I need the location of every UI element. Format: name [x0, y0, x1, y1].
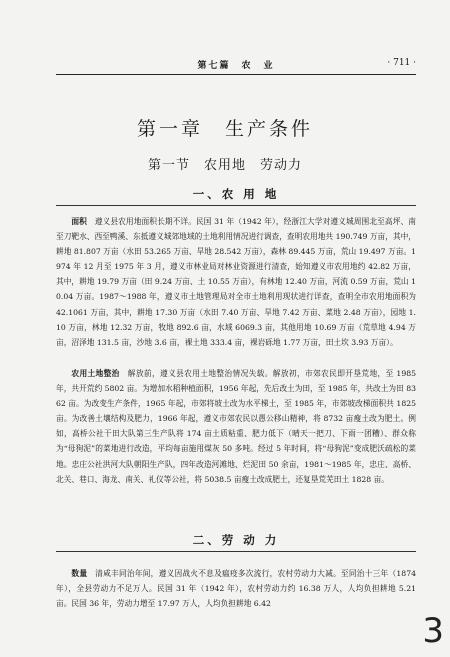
subsection-rule [56, 551, 416, 552]
subsection-heading-text: 一、农 用 地 [192, 187, 280, 201]
paragraph-land-improvement [56, 366, 416, 487]
header-rule [56, 74, 416, 75]
subsection-heading-text: 二、劳 动 力 [192, 533, 280, 547]
section-title: 第一节 农用地 劳动力 [147, 158, 302, 173]
paragraph-labor-quantity [56, 566, 416, 611]
page-number: · 711 · [387, 58, 416, 68]
running-head [56, 58, 416, 72]
subsection-heading-labor [56, 532, 416, 554]
paragraph-term: 面积 [71, 217, 87, 226]
paragraph-text: 解放前，遵义县农用土地整治情况失载。解放初，市郊农民即开垦荒地，至 1985 年，共开荒约 5802 亩。为增加水稻种植面积，1956 年起，先后改土为田，至 1985 年，共改土为田 8362 亩。为改变生产条件，1965 年起，市郊将坡土改为水平梯土，至 1985 年，市郊坡改梯面积共 1825 亩。为改善土壤结构及肥力，1966 年起，遵义市郊农民以愚公移山精神，将 8732 亩瘦土改为肥土。例如，高桥公社干田大队第三生产队将 174 亩土质粘重、肥力低下（晴天一把刀、下雨一团糟）、群众称为“母狗泥”的菜地进行改造，平均每亩施用煤灰 50 多吨。经过 5 年时间，将“母狗泥”变成肥沃疏松的菜地。忠庄公社洪河大队朝阳生产队，四年改造河滩地、烂泥田 50 余亩，1981～1985 年，忠庄、高桥、北关、巷口、海龙、南关、礼仪等公社，将 5038.5 亩瘦土改成肥土，还复垦荒芜田土 1828 亩。 [56, 369, 416, 484]
part-label: 第七篇 农 业 [197, 61, 275, 71]
handwritten-mark: 3 [422, 611, 444, 651]
paragraph-term: 农用土地整治 [71, 369, 120, 378]
chapter-title: 第一章 生产条件 [136, 118, 313, 140]
paragraph-text: 遵义县农用地面积长期不详。民国 31 年（1942 年），经浙江大学对遵义城周围北至高坪、南至刀靶水、西至鸭溪、东抵遵义城郊地域的土地利用情况进行调查，查明农用地共 190.749 万亩，其中，耕地 81.807 万亩（水田 53.265 万亩、旱地 28.542 万亩），森林 89.445 万亩，荒山 19.497 万亩。1974 年 12 月至 1975 年 3 月，遵义市林业局对林业资源进行清查，始知遵义市农用地约 42.82 万亩，其中，耕地 19.79 万亩（田 9.24 万亩、土 10.55 万亩），有林地 12.40 万亩，河流 0.59 万亩，荒山 10.04 万亩。1987～1988 年，遵义市土地管理局对全市土地利用现状进行详查，查明全市农用地面积为 42.1061 万亩，其中，耕地 17.30 万亩（水田 7.40 万亩、旱地 7.42 万亩、菜地 2.48 万亩），园地 1.10 万亩，林地 12.32 万亩，牧地 892.6 亩，水域 6069.3 亩，其他用地 10.69 万亩（荒草地 4.94 万亩，沼泽地 131.5 亩，沙地 3.6 亩，裸土地 333.4 亩，裸岩砾地 1.77 万亩，田土坎 3.93 万亩）。 [56, 217, 416, 347]
subsection-heading-farmland [56, 186, 416, 208]
paragraph-text: 清咸丰同治年间，遵义因战火不息及瘟疫多次流行，农村劳动力大减。至同治十三年（1874 年），全县劳动力不足万人。民国 31 年（1942 年），农村劳动力约 16.38 万人，人均负担耕地 5.21 亩。民国 36 年，劳动力增至 17.97 万人，人均负担耕地 6.42 [56, 569, 416, 609]
paragraph-area [56, 214, 416, 350]
subsection-rule [56, 205, 416, 206]
paragraph-term: 数量 [71, 569, 88, 578]
